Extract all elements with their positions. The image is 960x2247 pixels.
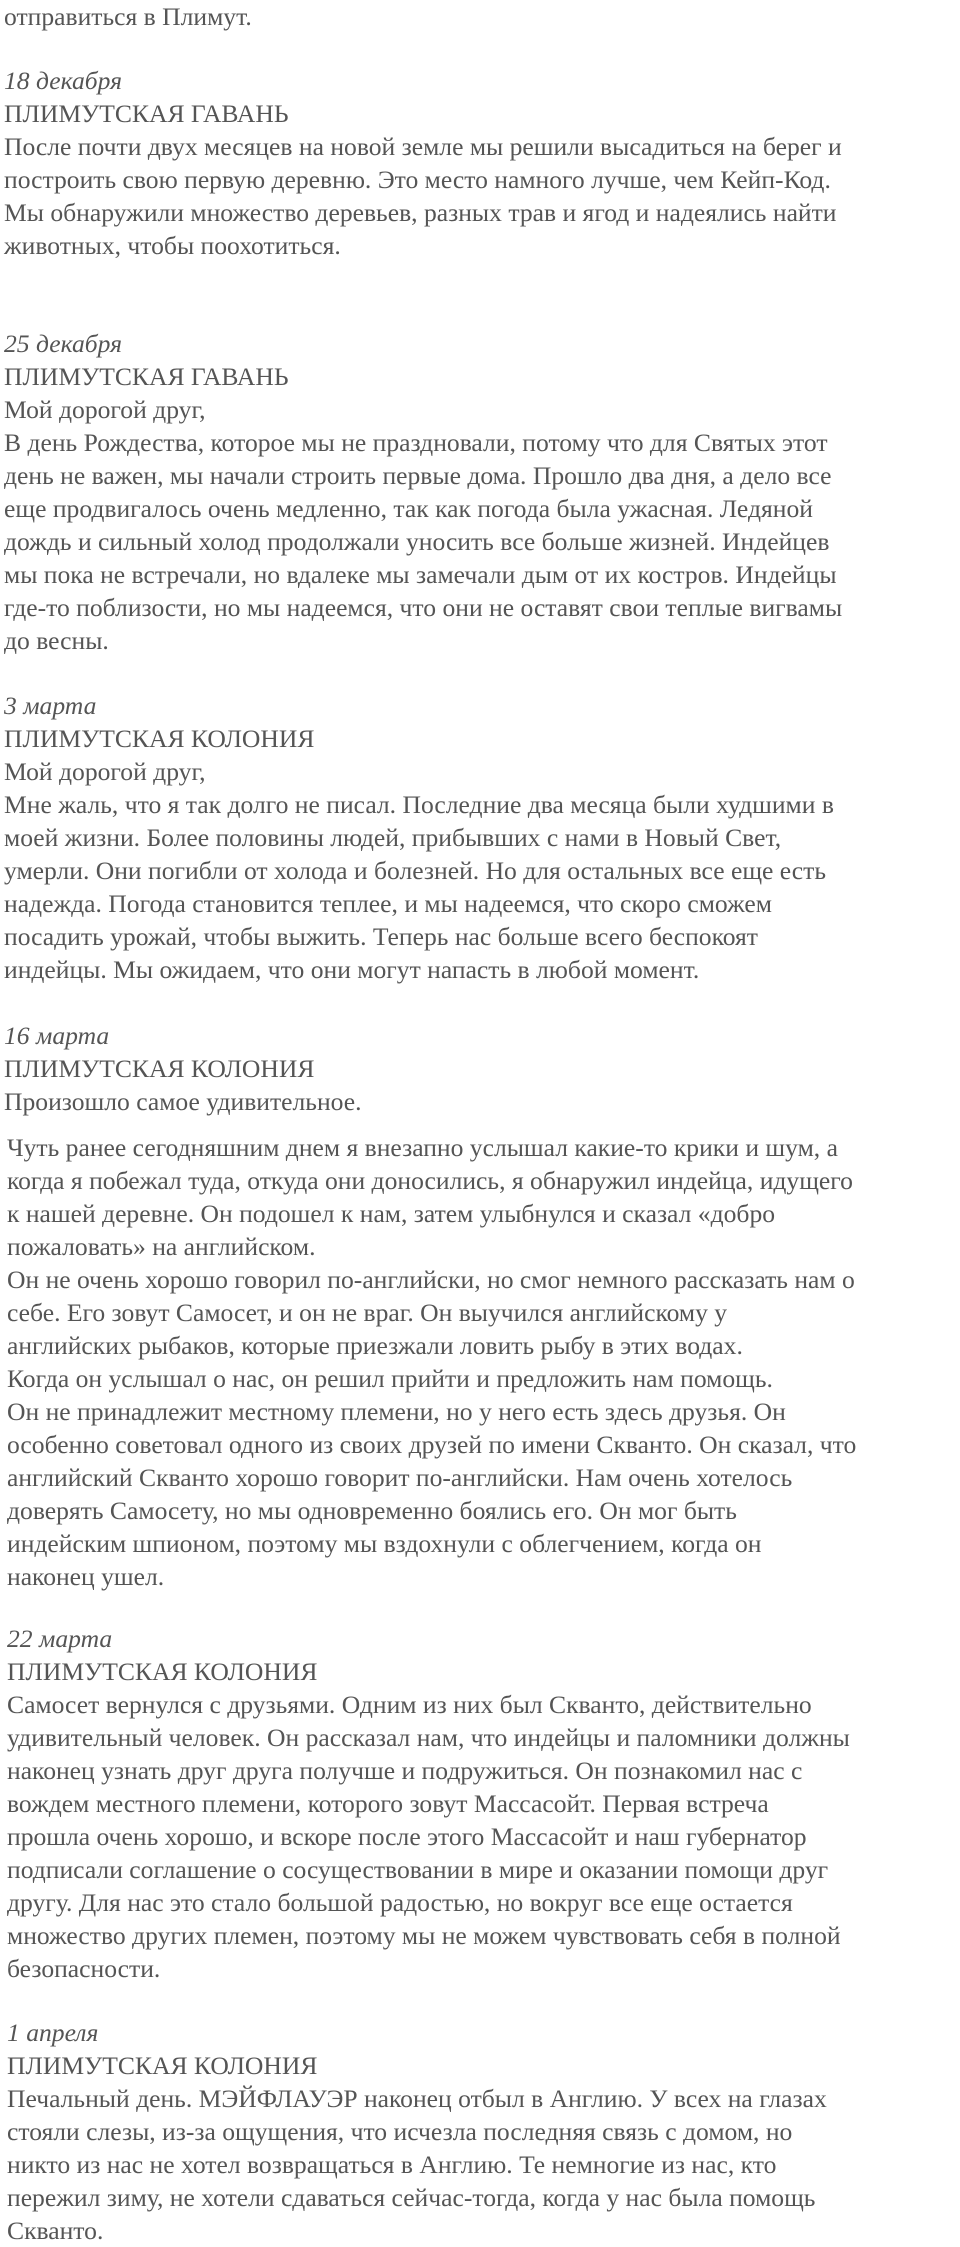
text-line: Чуть ранее сегодняшним днем я внезапно услышал какие-то крики и шум, а <box>7 1133 838 1162</box>
text-line: отправиться в Плимут. <box>4 2 252 31</box>
text-line: где-то поблизости, но мы надеемся, что они не оставят свои теплые вигвамы <box>4 593 843 622</box>
text-line: другу. Для нас это стало большой радостью, но вокруг все еще остается <box>7 1888 793 1917</box>
text-line: стояли слезы, из-за ощущения, что исчезла последняя связь с домом, но <box>7 2117 793 2146</box>
entry-date: 16 марта <box>4 1021 110 1050</box>
text-line: когда я побежал туда, откуда они доносились, я обнаружил индейца, идущего <box>7 1166 853 1195</box>
entry-date: 22 марта <box>7 1624 113 1653</box>
entry-place: ПЛИМУТСКАЯ КОЛОНИЯ <box>7 2051 318 2080</box>
entry-place: ПЛИМУТСКАЯ КОЛОНИЯ <box>7 1657 318 1686</box>
text-line: множество других племен, поэтому мы не можем чувствовать себя в полной <box>7 1921 841 1950</box>
text-line: английский Скванто хорошо говорит по-английски. Нам очень хотелось <box>7 1463 793 1492</box>
text-line: особенно советовал одного из своих друзей по имени Скванто. Он сказал, что <box>7 1430 857 1459</box>
text-line: до весны. <box>4 626 109 655</box>
text-line: к нашей деревне. Он подошел к нам, затем улыбнулся и сказал «добро <box>7 1199 776 1228</box>
text-line: пережил зиму, не хотели сдаваться сейчас-тогда, когда у нас была помощь <box>7 2183 816 2212</box>
text-line: индейцы. Мы ожидаем, что они могут напасть в любой момент. <box>4 955 700 984</box>
text-line: безопасности. <box>7 1954 161 1983</box>
text-line: Произошло самое удивительное. <box>4 1087 362 1116</box>
text-line: подписали соглашение о сосуществовании в мире и оказании помощи друг <box>7 1855 829 1884</box>
text-line: Мой дорогой друг, <box>4 757 206 786</box>
entry-date: 3 марта <box>4 691 97 720</box>
text-line: пожаловать» на английском. <box>7 1232 316 1261</box>
text-line: Он не принадлежит местному племени, но у него есть здесь друзья. Он <box>7 1397 786 1426</box>
entry-place: ПЛИМУТСКАЯ КОЛОНИЯ <box>4 724 315 753</box>
text-line: Самосет вернулся с друзьями. Одним из них был Скванто, действительно <box>7 1690 812 1719</box>
text-line: надежда. Погода становится теплее, и мы надеемся, что скоро сможем <box>4 889 772 918</box>
text-line: моей жизни. Более половины людей, прибывших с нами в Новый Свет, <box>4 823 782 852</box>
text-line: себе. Его зовут Самосет, и он не враг. Он выучился английскому у <box>7 1298 728 1327</box>
text-line: Мне жаль, что я так долго не писал. Последние два месяца были худшими в <box>4 790 834 819</box>
text-line: построить свою первую деревню. Это место намного лучше, чем Кейп-Код. <box>4 165 831 194</box>
text-line: животных, чтобы поохотиться. <box>4 231 341 260</box>
text-line: Печальный день. МЭЙФЛАУЭР наконец отбыл в Англию. У всех на глазах <box>7 2084 827 2113</box>
entry-date: 1 апреля <box>7 2018 99 2047</box>
text-line: вождем местного племени, которого зовут Массасойт. Первая встреча <box>7 1789 769 1818</box>
text-line: мы пока не встречали, но вдалеке мы замечали дым от их костров. Индейцы <box>4 560 837 589</box>
text-line: Мой дорогой друг, <box>4 395 206 424</box>
text-line: прошла очень хорошо, и вскоре после этого Массасойт и наш губернатор <box>7 1822 807 1851</box>
entry-place: ПЛИМУТСКАЯ КОЛОНИЯ <box>4 1054 315 1083</box>
text-line: день не важен, мы начали строить первые дома. Прошло два дня, а дело все <box>4 461 832 490</box>
text-line: доверять Самосету, но мы одновременно боялись его. Он мог быть <box>7 1496 737 1525</box>
text-line: посадить урожай, чтобы выжить. Теперь нас больше всего беспокоят <box>4 922 758 951</box>
text-line: удивительный человек. Он рассказал нам, что индейцы и паломники должны <box>7 1723 850 1752</box>
text-line: Он не очень хорошо говорил по-английски, но смог немного рассказать нам о <box>7 1265 855 1294</box>
entry-place: ПЛИМУТСКАЯ ГАВАНЬ <box>4 99 289 128</box>
text-line: Скванто. <box>7 2216 104 2245</box>
text-line: В день Рождества, которое мы не праздновали, потому что для Святых этот <box>4 428 828 457</box>
text-line: дождь и сильный холод продолжали уносить все больше жизней. Индейцев <box>4 527 830 556</box>
text-line: Когда он услышал о нас, он решил прийти и предложить нам помощь. <box>7 1364 773 1393</box>
entry-date: 18 декабря <box>4 66 122 95</box>
text-line: наконец ушел. <box>7 1562 165 1591</box>
entry-date: 25 декабря <box>4 329 122 358</box>
text-line: умерли. Они погибли от холода и болезней. Но для остальных все еще есть <box>4 856 827 885</box>
text-line: индейским шпионом, поэтому мы вздохнули с облегчением, когда он <box>7 1529 762 1558</box>
entry-place: ПЛИМУТСКАЯ ГАВАНЬ <box>4 362 289 391</box>
text-line: английских рыбаков, которые приезжали ловить рыбу в этих водах. <box>7 1331 743 1360</box>
text-line: Мы обнаружили множество деревьев, разных трав и ягод и надеялись найти <box>4 198 837 227</box>
text-line: никто из нас не хотел возвращаться в Англию. Те немногие из нас, кто <box>7 2150 777 2179</box>
text-line: наконец узнать друг друга получше и подружиться. Он познакомил нас с <box>7 1756 803 1785</box>
text-line: еще продвигалось очень медленно, так как погода была ужасная. Ледяной <box>4 494 813 523</box>
text-line: После почти двух месяцев на новой земле мы решили высадиться на берег и <box>4 132 842 161</box>
